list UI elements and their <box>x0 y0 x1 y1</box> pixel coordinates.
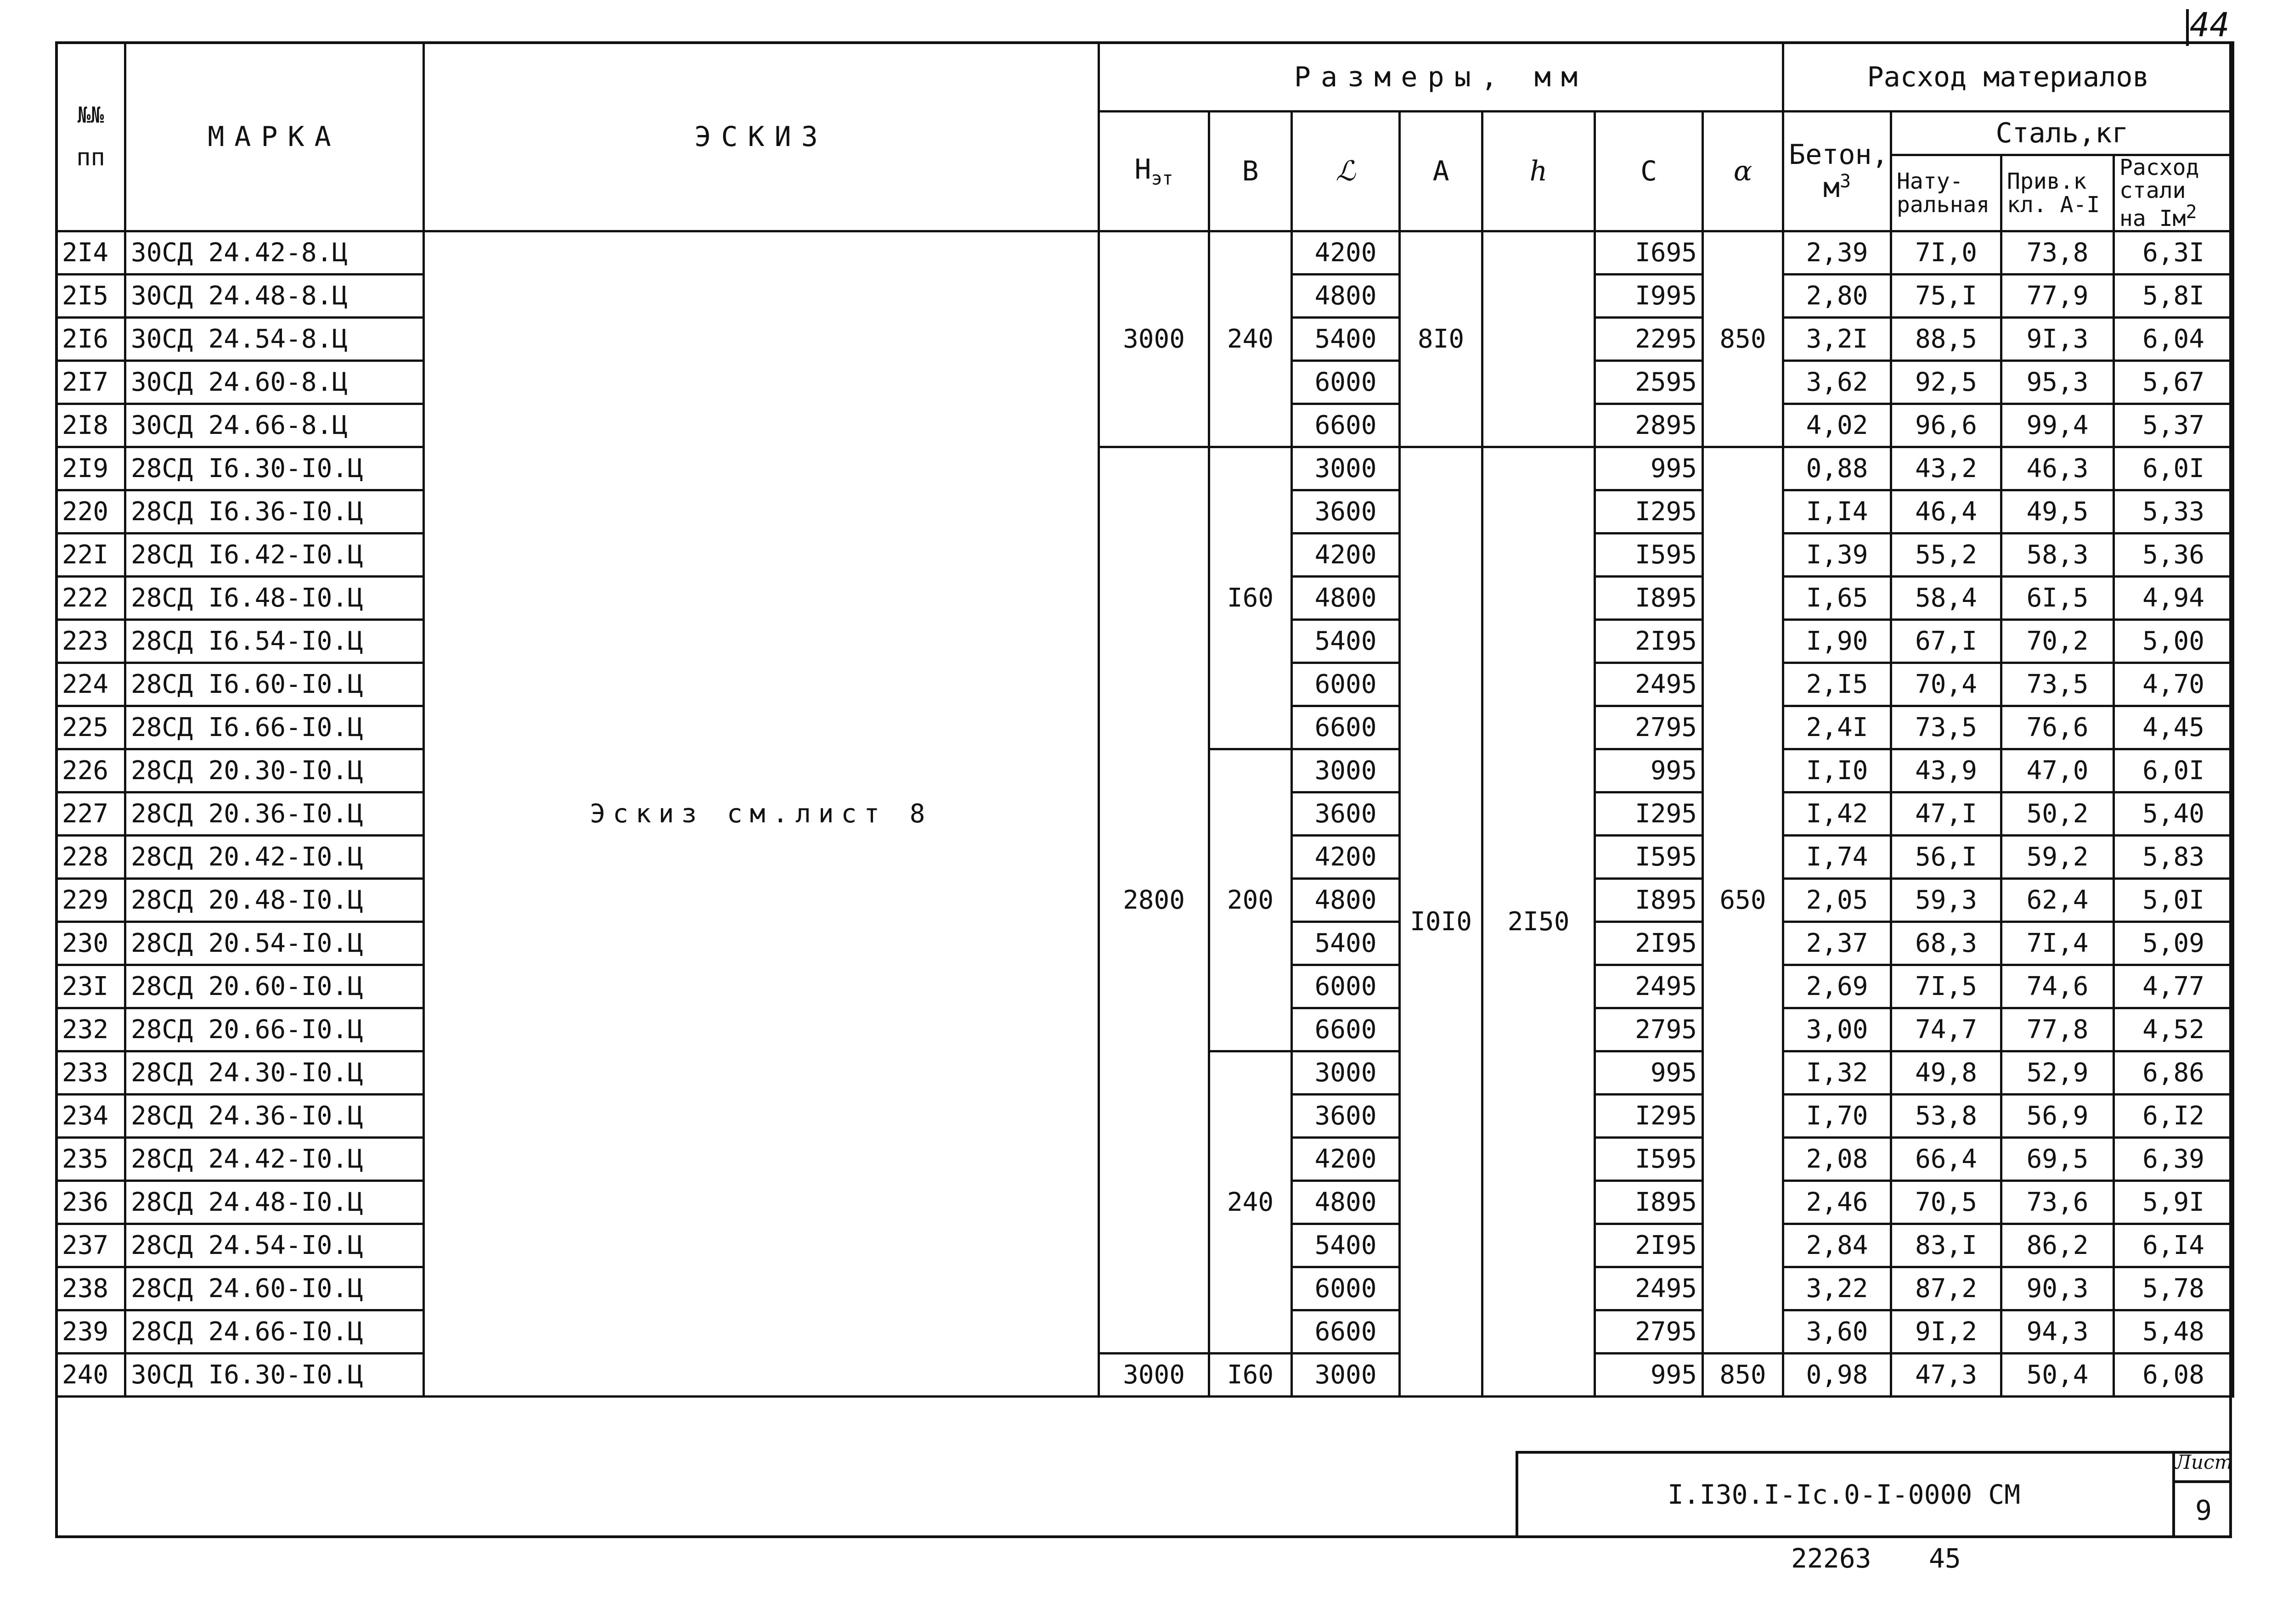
cell-natural: 58,4 <box>1891 577 2001 620</box>
cell-c: 2895 <box>1595 404 1703 447</box>
cell-l: 6000 <box>1292 1267 1400 1310</box>
row-number: 234 <box>56 1095 125 1138</box>
cell-natural: 56,I <box>1891 836 2001 879</box>
cell-c: 2295 <box>1595 318 1703 361</box>
table-row <box>56 447 2233 490</box>
cell-natural: 67,I <box>1891 620 2001 663</box>
cell-c: 2795 <box>1595 1310 1703 1354</box>
cell-rate: 6,0I <box>2114 447 2233 490</box>
cell-concrete: 2,80 <box>1783 275 1891 318</box>
cell-l: 4200 <box>1292 534 1400 577</box>
header-num-top: №№ <box>77 102 104 128</box>
cell-reduced: 76,6 <box>2001 706 2114 749</box>
cell-alpha: 850 <box>1703 231 1783 447</box>
cell-rate: 6,3I <box>2114 231 2233 275</box>
row-mark: 30СД 24.66-8.Ц <box>125 404 424 447</box>
cell-concrete: 4,02 <box>1783 404 1891 447</box>
row-mark: 28СД 24.48-I0.Ц <box>125 1181 424 1224</box>
cell-c: I895 <box>1595 879 1703 922</box>
row-mark: 28СД 24.54-I0.Ц <box>125 1224 424 1267</box>
cell-reduced: 46,3 <box>2001 447 2114 490</box>
row-number: 222 <box>56 577 125 620</box>
sheet-label: Лист <box>2175 1451 2232 1483</box>
cell-l: 6600 <box>1292 1310 1400 1354</box>
row-number: 228 <box>56 836 125 879</box>
cell-concrete: 3,22 <box>1783 1267 1891 1310</box>
header-concrete-label: Бетон, <box>1789 139 1888 171</box>
header-h: h <box>1482 112 1595 231</box>
cell-concrete: 2,84 <box>1783 1224 1891 1267</box>
header-natural <box>1891 155 2001 231</box>
cell-reduced: 77,8 <box>2001 1008 2114 1051</box>
cell-concrete: 2,08 <box>1783 1138 1891 1181</box>
row-mark: 28СД 24.42-I0.Ц <box>125 1138 424 1181</box>
cell-h-et: 2800 <box>1099 447 1209 1354</box>
header-reduced-2: кл. А-I <box>2007 191 2100 218</box>
cell-l: 5400 <box>1292 1224 1400 1267</box>
cell-l: 5400 <box>1292 922 1400 965</box>
row-mark: 30СД 24.60-8.Ц <box>125 361 424 404</box>
header-rate-1: Расход <box>2119 155 2199 180</box>
cell-l: 3600 <box>1292 490 1400 534</box>
cell-natural: 66,4 <box>1891 1138 2001 1181</box>
row-mark: 28СД 20.48-I0.Ц <box>125 879 424 922</box>
cell-concrete: I,65 <box>1783 577 1891 620</box>
page-number: 45 <box>1929 1543 1961 1574</box>
header-reduced-1: Прив.к <box>2007 169 2087 195</box>
cell-b: 240 <box>1209 1051 1292 1354</box>
cell-rate: 6,I4 <box>2114 1224 2233 1267</box>
cell-c: I895 <box>1595 1181 1703 1224</box>
cell-rate: 5,09 <box>2114 922 2233 965</box>
cell-reduced: 49,5 <box>2001 490 2114 534</box>
header-h-et <box>1099 112 1209 231</box>
cell-c: 995 <box>1595 1354 1703 1397</box>
cell-alpha: 650 <box>1703 447 1783 1354</box>
cell-reduced: 6I,5 <box>2001 577 2114 620</box>
cell-h-et: 3000 <box>1099 1354 1209 1397</box>
header-c: C <box>1595 112 1703 231</box>
cell-reduced: 47,0 <box>2001 749 2114 792</box>
row-mark: 28СД 20.36-I0.Ц <box>125 792 424 836</box>
cell-reduced: 69,5 <box>2001 1138 2114 1181</box>
cell-reduced: 50,4 <box>2001 1354 2114 1397</box>
cell-c: I295 <box>1595 792 1703 836</box>
cell-l: 3000 <box>1292 749 1400 792</box>
sheet-mark: 44 <box>2190 6 2230 44</box>
sketch-note: Эскиз см.лист 8 <box>424 231 1099 1397</box>
cell-rate: 5,78 <box>2114 1267 2233 1310</box>
cell-natural: 75,I <box>1891 275 2001 318</box>
cell-l: 4800 <box>1292 275 1400 318</box>
cell-rate: 4,45 <box>2114 706 2233 749</box>
sheet-number-box <box>2172 1451 2232 1538</box>
cell-rate: 4,77 <box>2114 965 2233 1008</box>
cell-rate: 6,86 <box>2114 1051 2233 1095</box>
cell-concrete: I,I4 <box>1783 490 1891 534</box>
cell-natural: 7I,0 <box>1891 231 2001 275</box>
row-number: 230 <box>56 922 125 965</box>
row-mark: 28СД I6.66-I0.Ц <box>125 706 424 749</box>
header-concrete-unit: м <box>1823 172 1840 204</box>
cell-concrete: 2,46 <box>1783 1181 1891 1224</box>
cell-rate: 5,33 <box>2114 490 2233 534</box>
cell-reduced: 77,9 <box>2001 275 2114 318</box>
cell-l: 4800 <box>1292 879 1400 922</box>
cell-concrete: 2,39 <box>1783 231 1891 275</box>
row-mark: 30СД 24.54-8.Ц <box>125 318 424 361</box>
row-number: 22I <box>56 534 125 577</box>
row-number: 2I6 <box>56 318 125 361</box>
cell-b: I60 <box>1209 447 1292 749</box>
cell-reduced: 90,3 <box>2001 1267 2114 1310</box>
cell-l: 3000 <box>1292 1354 1400 1397</box>
cell-c: I595 <box>1595 1138 1703 1181</box>
cell-reduced: 9I,3 <box>2001 318 2114 361</box>
cell-l: 5400 <box>1292 620 1400 663</box>
row-mark: 28СД I6.48-I0.Ц <box>125 577 424 620</box>
header-materials: Расход материалов <box>1783 43 2233 112</box>
cell-natural: 43,9 <box>1891 749 2001 792</box>
row-number: 227 <box>56 792 125 836</box>
row-mark: 28СД 20.30-I0.Ц <box>125 749 424 792</box>
row-number: 23I <box>56 965 125 1008</box>
cell-l: 4200 <box>1292 1138 1400 1181</box>
cell-concrete: 3,62 <box>1783 361 1891 404</box>
header-b: B <box>1209 112 1292 231</box>
cell-l: 3600 <box>1292 792 1400 836</box>
cell-natural: 68,3 <box>1891 922 2001 965</box>
row-number: 2I5 <box>56 275 125 318</box>
cell-reduced: 52,9 <box>2001 1051 2114 1095</box>
header-rate <box>2114 155 2233 231</box>
cell-concrete: 3,60 <box>1783 1310 1891 1354</box>
row-number: 235 <box>56 1138 125 1181</box>
row-number: 226 <box>56 749 125 792</box>
cell-c: I695 <box>1595 231 1703 275</box>
header-h-et-sub: эт <box>1151 168 1173 190</box>
cell-rate: 5,40 <box>2114 792 2233 836</box>
cell-concrete: I,32 <box>1783 1051 1891 1095</box>
cell-natural: 59,3 <box>1891 879 2001 922</box>
sheet-number: 9 <box>2195 1495 2212 1527</box>
row-mark: 28СД 24.60-I0.Ц <box>125 1267 424 1310</box>
cell-rate: 5,67 <box>2114 361 2233 404</box>
cell-reduced: 7I,4 <box>2001 922 2114 965</box>
cell-b: 200 <box>1209 749 1292 1051</box>
cell-natural: 43,2 <box>1891 447 2001 490</box>
row-number: 223 <box>56 620 125 663</box>
cell-alpha: 850 <box>1703 1354 1783 1397</box>
cell-l: 5400 <box>1292 318 1400 361</box>
row-mark: 28СД 20.42-I0.Ц <box>125 836 424 879</box>
cell-c: I295 <box>1595 1095 1703 1138</box>
header-reduced <box>2001 155 2114 231</box>
cell-natural: 88,5 <box>1891 318 2001 361</box>
cell-rate: 4,94 <box>2114 577 2233 620</box>
cell-concrete: 2,69 <box>1783 965 1891 1008</box>
cell-c: 2I95 <box>1595 1224 1703 1267</box>
cell-concrete: 3,2I <box>1783 318 1891 361</box>
cell-natural: 83,I <box>1891 1224 2001 1267</box>
cell-rate: 6,0I <box>2114 749 2233 792</box>
cell-natural: 46,4 <box>1891 490 2001 534</box>
cell-natural: 49,8 <box>1891 1051 2001 1095</box>
cell-c: I995 <box>1595 275 1703 318</box>
cell-c: I295 <box>1595 490 1703 534</box>
cell-l: 4800 <box>1292 577 1400 620</box>
cell-c: I895 <box>1595 577 1703 620</box>
header-sketch: ЭСКИЗ <box>424 43 1099 231</box>
cell-c: 2595 <box>1595 361 1703 404</box>
row-mark: 30СД I6.30-I0.Ц <box>125 1354 424 1397</box>
cell-natural: 9I,2 <box>1891 1310 2001 1354</box>
header-natural-1: Нату- <box>1897 169 1963 195</box>
row-number: 236 <box>56 1181 125 1224</box>
cell-reduced: 59,2 <box>2001 836 2114 879</box>
row-mark: 28СД 24.30-I0.Ц <box>125 1051 424 1095</box>
row-mark: 28СД 20.60-I0.Ц <box>125 965 424 1008</box>
header-rate-sup: 2 <box>2186 201 2197 223</box>
cell-l: 6600 <box>1292 1008 1400 1051</box>
cell-rate: 5,48 <box>2114 1310 2233 1354</box>
row-number: 2I7 <box>56 361 125 404</box>
cell-concrete: 2,I5 <box>1783 663 1891 706</box>
specification-body <box>56 231 2233 1397</box>
cell-reduced: 94,3 <box>2001 1310 2114 1354</box>
cell-rate: 5,37 <box>2114 404 2233 447</box>
cell-c: 995 <box>1595 1051 1703 1095</box>
cell-reduced: 73,6 <box>2001 1181 2114 1224</box>
cell-reduced: 50,2 <box>2001 792 2114 836</box>
cell-l: 3600 <box>1292 1095 1400 1138</box>
row-number: 220 <box>56 490 125 534</box>
cell-concrete: 2,4I <box>1783 706 1891 749</box>
cell-concrete: I,90 <box>1783 620 1891 663</box>
cell-natural: 47,3 <box>1891 1354 2001 1397</box>
cell-l: 6000 <box>1292 663 1400 706</box>
cell-c: 2795 <box>1595 706 1703 749</box>
cell-h <box>1482 231 1595 447</box>
cell-reduced: 95,3 <box>2001 361 2114 404</box>
cell-c: I595 <box>1595 836 1703 879</box>
cell-concrete: 2,05 <box>1783 879 1891 922</box>
header-sizes: Размеры, мм <box>1099 43 1783 112</box>
cell-c: 2495 <box>1595 1267 1703 1310</box>
cell-concrete: I,39 <box>1783 534 1891 577</box>
cell-reduced: 56,9 <box>2001 1095 2114 1138</box>
header-alpha: α <box>1703 112 1783 231</box>
cell-rate: 4,70 <box>2114 663 2233 706</box>
row-mark: 30СД 24.42-8.Ц <box>125 231 424 275</box>
cell-rate: 6,39 <box>2114 1138 2233 1181</box>
cell-c: 2I95 <box>1595 620 1703 663</box>
cell-concrete: I,42 <box>1783 792 1891 836</box>
cell-natural: 53,8 <box>1891 1095 2001 1138</box>
row-mark: 28СД I6.30-I0.Ц <box>125 447 424 490</box>
cell-reduced: 86,2 <box>2001 1224 2114 1267</box>
row-number: 224 <box>56 663 125 706</box>
cell-c: 2795 <box>1595 1008 1703 1051</box>
cell-concrete: I,74 <box>1783 836 1891 879</box>
inventory-number: 22263 <box>1791 1543 1871 1574</box>
cell-l: 3000 <box>1292 447 1400 490</box>
cell-rate: 5,9I <box>2114 1181 2233 1224</box>
cell-natural: 70,4 <box>1891 663 2001 706</box>
document-code: I.I30.I-Ic.0-I-0000 СМ <box>1667 1479 2021 1510</box>
cell-c: 995 <box>1595 749 1703 792</box>
cell-reduced: 99,4 <box>2001 404 2114 447</box>
cell-a: I0I0 <box>1400 447 1482 1397</box>
row-mark: 28СД I6.60-I0.Ц <box>125 663 424 706</box>
row-mark: 28СД 24.66-I0.Ц <box>125 1310 424 1354</box>
cell-natural: 74,7 <box>1891 1008 2001 1051</box>
row-mark: 30СД 24.48-8.Ц <box>125 275 424 318</box>
cell-l: 3000 <box>1292 1051 1400 1095</box>
header-a: A <box>1400 112 1482 231</box>
cell-c: 995 <box>1595 447 1703 490</box>
cell-natural: 55,2 <box>1891 534 2001 577</box>
cell-reduced: 70,2 <box>2001 620 2114 663</box>
row-number: 232 <box>56 1008 125 1051</box>
row-number: 233 <box>56 1051 125 1095</box>
cell-concrete: I,70 <box>1783 1095 1891 1138</box>
row-number: 238 <box>56 1267 125 1310</box>
cell-natural: 73,5 <box>1891 706 2001 749</box>
cell-concrete: I,I0 <box>1783 749 1891 792</box>
row-mark: 28СД 24.36-I0.Ц <box>125 1095 424 1138</box>
cell-rate: 5,36 <box>2114 534 2233 577</box>
row-number: 239 <box>56 1310 125 1354</box>
cell-natural: 47,I <box>1891 792 2001 836</box>
cell-natural: 96,6 <box>1891 404 2001 447</box>
cell-rate: 4,52 <box>2114 1008 2233 1051</box>
row-number: 237 <box>56 1224 125 1267</box>
row-number: 2I9 <box>56 447 125 490</box>
cell-concrete: 3,00 <box>1783 1008 1891 1051</box>
cell-c: 2I95 <box>1595 922 1703 965</box>
cell-l: 6600 <box>1292 404 1400 447</box>
cell-concrete: 0,88 <box>1783 447 1891 490</box>
cell-l: 4800 <box>1292 1181 1400 1224</box>
cell-reduced: 74,6 <box>2001 965 2114 1008</box>
cell-rate: 6,08 <box>2114 1354 2233 1397</box>
cell-c: 2495 <box>1595 965 1703 1008</box>
row-number: 229 <box>56 879 125 922</box>
header-rate-3: на Iм <box>2119 205 2186 231</box>
cell-h: 2I50 <box>1482 447 1595 1397</box>
header-l: ℒ <box>1292 112 1400 231</box>
row-number: 225 <box>56 706 125 749</box>
row-mark: 28СД I6.36-I0.Ц <box>125 490 424 534</box>
cell-reduced: 58,3 <box>2001 534 2114 577</box>
cell-rate: 5,83 <box>2114 836 2233 879</box>
row-number: 2I8 <box>56 404 125 447</box>
cell-reduced: 73,5 <box>2001 663 2114 706</box>
cell-l: 6600 <box>1292 706 1400 749</box>
row-number: 240 <box>56 1354 125 1397</box>
cell-natural: 87,2 <box>1891 1267 2001 1310</box>
cell-reduced: 73,8 <box>2001 231 2114 275</box>
cell-c: 2495 <box>1595 663 1703 706</box>
header-h-et-main: H <box>1134 153 1151 186</box>
row-mark: 28СД I6.54-I0.Ц <box>125 620 424 663</box>
cell-h-et: 3000 <box>1099 231 1209 447</box>
cell-rate: 6,I2 <box>2114 1095 2233 1138</box>
header-concrete-sup: 3 <box>1840 171 1851 192</box>
table-row <box>56 231 2233 275</box>
cell-natural: 7I,5 <box>1891 965 2001 1008</box>
row-mark: 28СД 20.66-I0.Ц <box>125 1008 424 1051</box>
row-mark: 28СД 20.54-I0.Ц <box>125 922 424 965</box>
cell-b: 240 <box>1209 231 1292 447</box>
cell-c: I595 <box>1595 534 1703 577</box>
cell-concrete: 0,98 <box>1783 1354 1891 1397</box>
cell-concrete: 2,37 <box>1783 922 1891 965</box>
sheet-mark-bar <box>2186 9 2189 46</box>
row-mark: 28СД I6.42-I0.Ц <box>125 534 424 577</box>
cell-b: I60 <box>1209 1354 1292 1397</box>
table-row <box>56 1354 2233 1397</box>
cell-l: 6000 <box>1292 361 1400 404</box>
cell-natural: 92,5 <box>1891 361 2001 404</box>
header-concrete <box>1783 112 1891 231</box>
header-rate-2: стали <box>2119 178 2186 204</box>
cell-reduced: 62,4 <box>2001 879 2114 922</box>
row-number: 2I4 <box>56 231 125 275</box>
cell-rate: 6,04 <box>2114 318 2233 361</box>
specification-table <box>55 41 2234 1398</box>
cell-a: 8I0 <box>1400 231 1482 447</box>
cell-l: 4200 <box>1292 231 1400 275</box>
cell-l: 6000 <box>1292 965 1400 1008</box>
header-mark: МАРКА <box>125 43 424 231</box>
cell-natural: 70,5 <box>1891 1181 2001 1224</box>
header-natural-2: ральная <box>1897 191 1990 218</box>
header-num-bottom: пп <box>76 143 105 171</box>
cell-rate: 5,0I <box>2114 879 2233 922</box>
header-steel: Сталь,кг <box>1891 112 2233 155</box>
cell-rate: 5,00 <box>2114 620 2233 663</box>
cell-l: 4200 <box>1292 836 1400 879</box>
header-num <box>56 43 125 231</box>
cell-rate: 5,8I <box>2114 275 2233 318</box>
